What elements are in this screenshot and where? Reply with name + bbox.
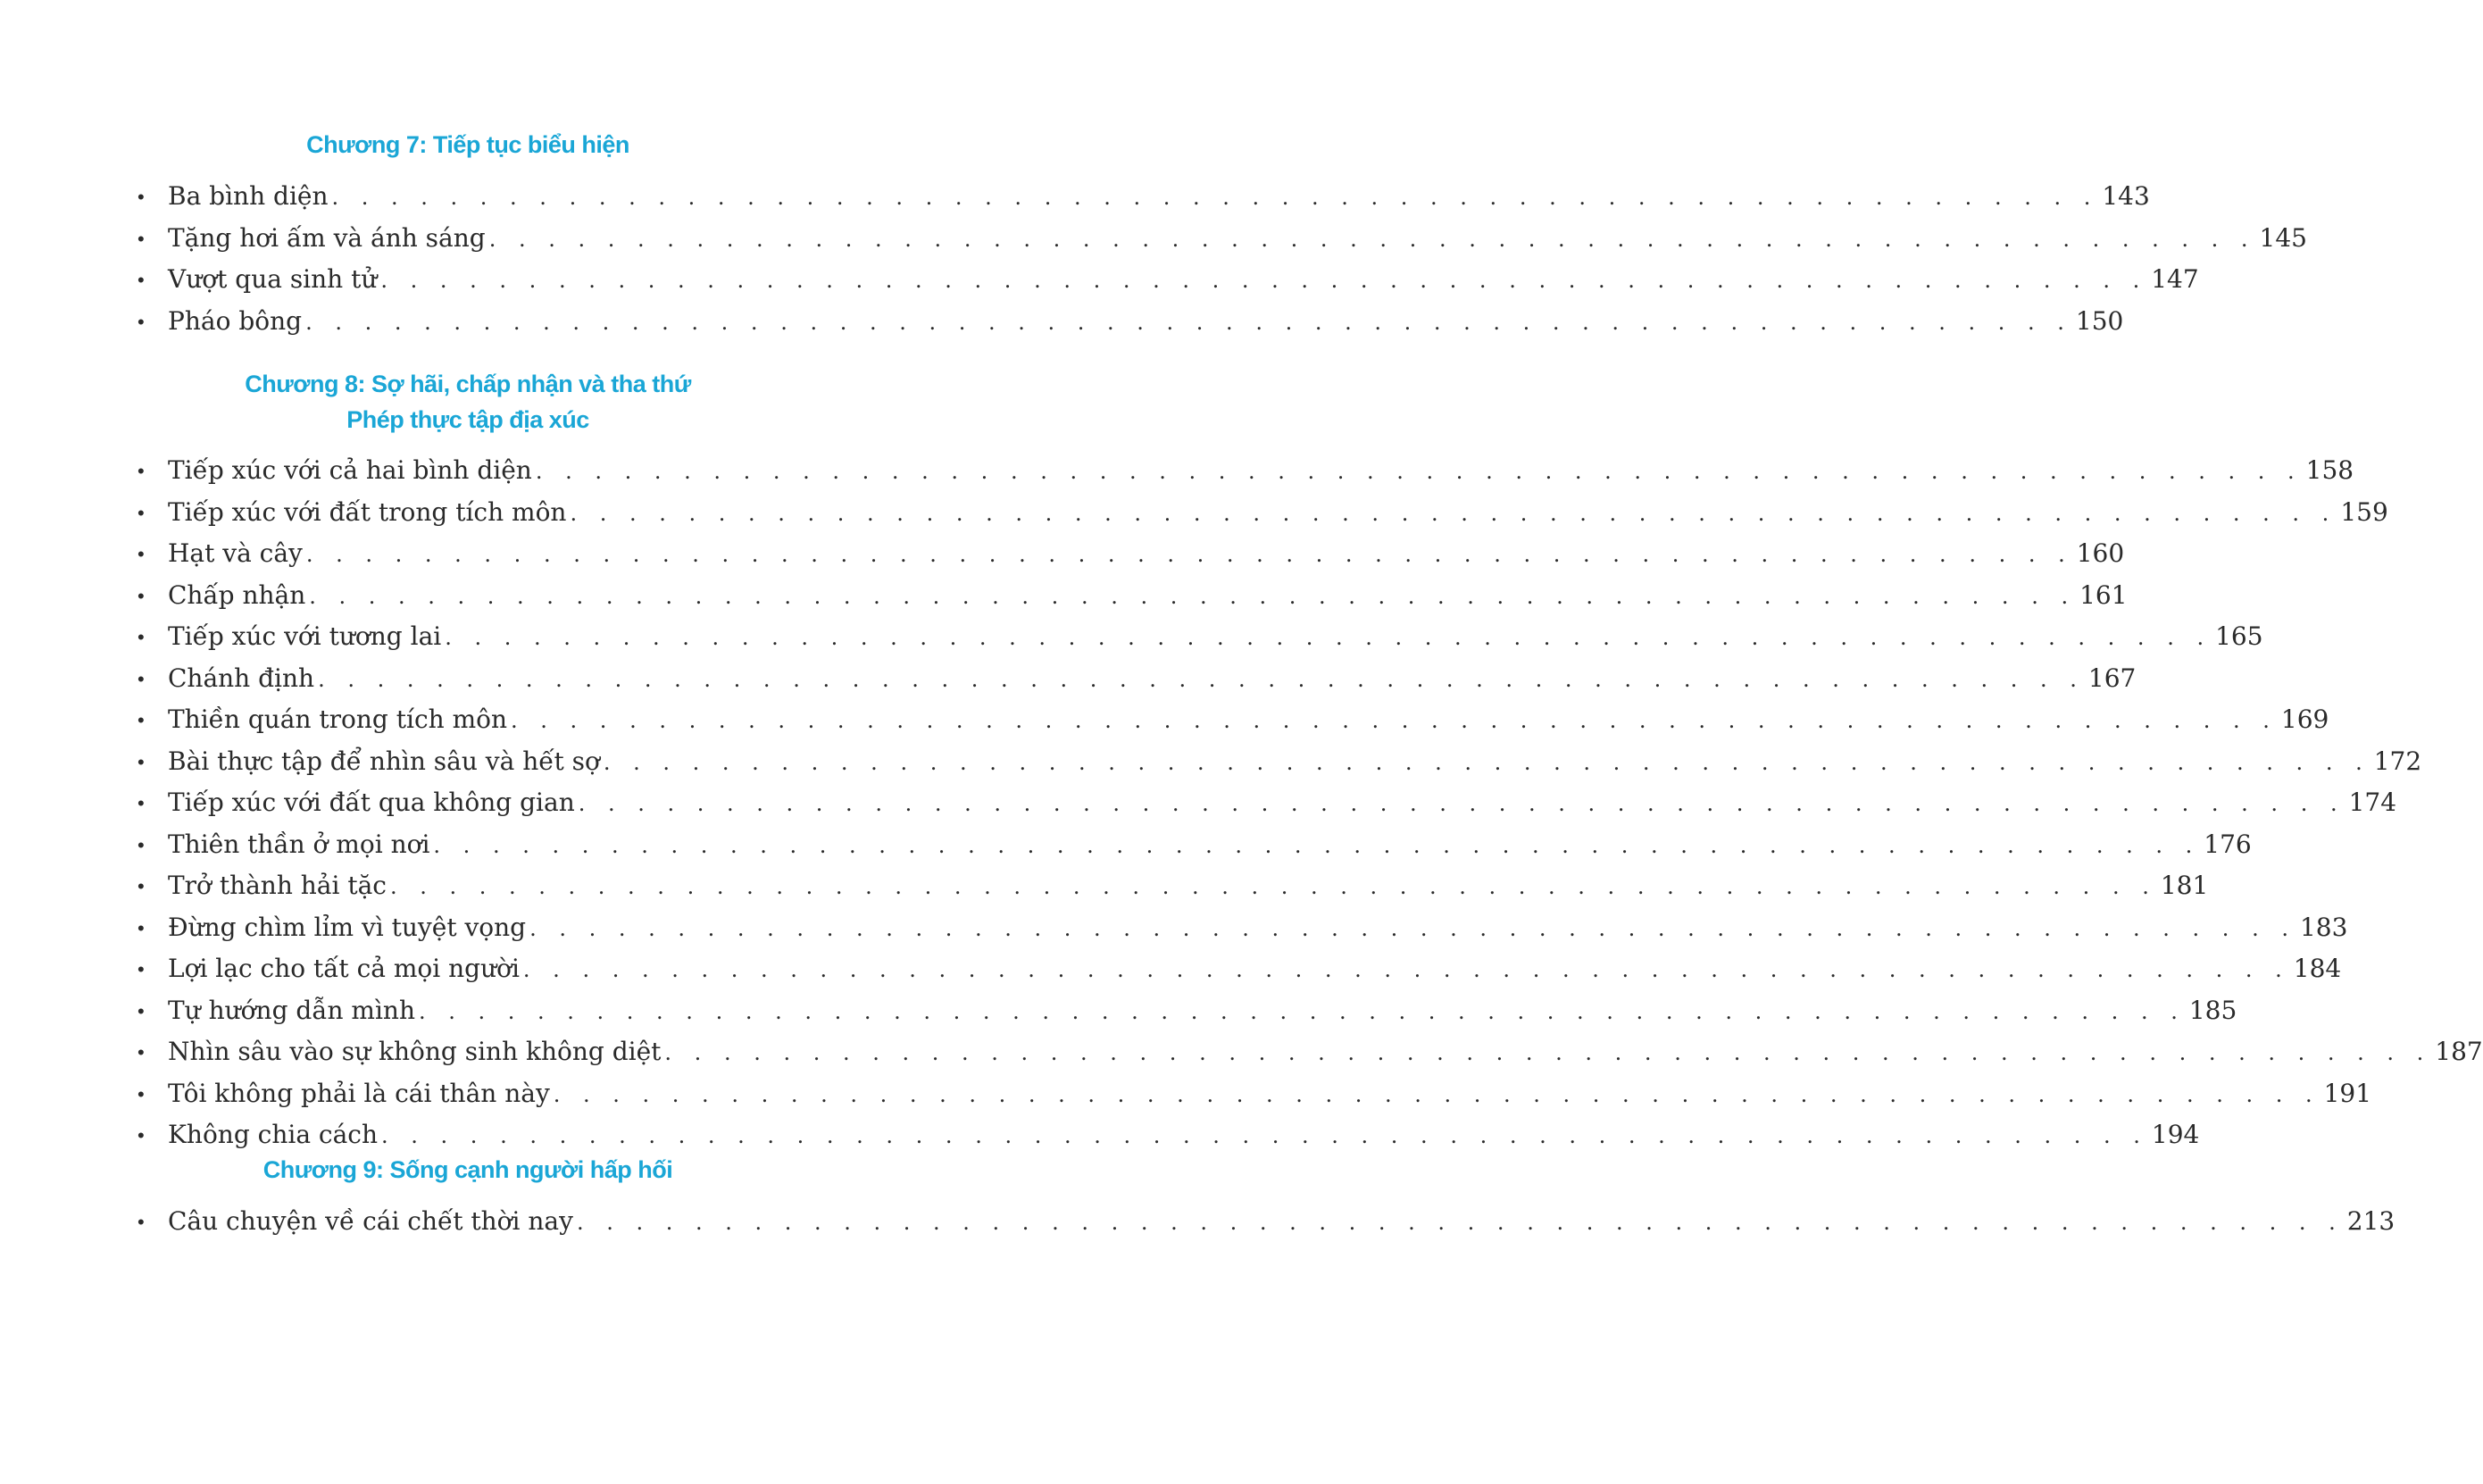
toc-entry-page-number: 147	[2151, 264, 2199, 294]
toc-entry-line	[168, 663, 2137, 696]
toc-entry-line	[168, 953, 2342, 986]
dot-leader: . . . . . . . . . . . . . . . . . . . . . . . . . . . . . . . . . . . . . . . . . . . . . . . . . . . . . . . . . . . .	[522, 957, 2290, 982]
toc-entry[interactable]	[0, 866, 2209, 908]
toc-entry-page-number: 169	[2280, 704, 2329, 734]
toc-entry-page-number: 187	[2435, 1037, 2483, 1066]
toc-entry[interactable]	[0, 1115, 2200, 1157]
toc-entry[interactable]	[0, 451, 2354, 493]
toc-entry-line	[168, 1078, 2372, 1111]
toc-entry-line	[168, 1119, 2200, 1152]
bullet-icon: •	[137, 1082, 145, 1105]
dot-leader: . . . . . . . . . . . . . . . . . . . . . . . . . . . . . . . . . . . . . . . . . . . . . . . . . . . . . . . . . . . .	[511, 708, 2278, 733]
toc-entry[interactable]	[0, 493, 2388, 535]
toc-entry[interactable]	[0, 825, 2252, 867]
dot-leader: . . . . . . . . . . . . . . . . . . . . . . . . . . . . . . . . . . . . . . . . . . . . . . . . . . . . . . . . . . . .	[381, 1123, 2148, 1148]
toc-entry-title: Không chia cách	[168, 1119, 381, 1151]
dot-leader: . . . . . . . . . . . . . . . . . . . . . . . . . . . . . . . . . . . . . . . . . . . . . . . . . . . . . . . . . . . .	[318, 666, 2085, 692]
toc-entry-line	[168, 1036, 2483, 1069]
toc-entry[interactable]	[0, 908, 2348, 950]
bullet-icon: •	[137, 310, 145, 333]
toc-entry-page-number: 158	[2305, 455, 2354, 485]
toc-entry-line	[168, 746, 2422, 779]
toc-entry-title: Tiếp xúc với cả hai bình diện	[168, 454, 536, 487]
toc-entry[interactable]	[0, 177, 2150, 219]
toc-entry-title: Bài thực tập để nhìn sâu và hết sợ	[168, 746, 604, 778]
toc-entry-page-number: 194	[2151, 1120, 2200, 1149]
bullet-icon: •	[137, 1124, 145, 1146]
toc-entry-title: Thiền quán trong tích môn	[168, 704, 511, 736]
toc-entry-page-number: 184	[2293, 954, 2342, 983]
bullet-icon: •	[137, 750, 145, 773]
toc-entry-line	[168, 829, 2252, 862]
toc-entry[interactable]	[0, 949, 2342, 991]
toc-entry-title: Tiếp xúc với đất qua không gian	[168, 787, 579, 819]
toc-entry-line	[168, 263, 2199, 296]
chapter-heading-line: Chương 7: Tiếp tục biểu hiện	[306, 131, 629, 158]
toc-entry-line	[168, 870, 2209, 903]
dot-leader: . . . . . . . . . . . . . . . . . . . . . . . . . . . . . . . . . . . . . . . . . . . . . . . . . . . . . . . . . . . .	[578, 791, 2346, 816]
toc-entry-line	[168, 912, 2348, 945]
bullet-icon: •	[137, 626, 145, 648]
toc-entry[interactable]	[0, 576, 2128, 618]
bullet-icon: •	[137, 269, 145, 291]
bullet-icon: •	[137, 833, 145, 856]
toc-entry[interactable]	[0, 219, 2307, 261]
toc-entry-page-number: 150	[2075, 305, 2124, 336]
bullet-icon: •	[137, 1041, 145, 1063]
toc-entry[interactable]	[0, 302, 2124, 344]
chapter-7-heading	[0, 127, 936, 163]
dot-leader: . . . . . . . . . . . . . . . . . . . . . . . . . . . . . . . . . . . . . . . . . . . . . . . . . . . . . . . . . . . .	[576, 1210, 2344, 1235]
toc-entry-title: Pháo bông	[168, 305, 305, 338]
chapter-heading-line: Chương 9: Sống cạnh người hấp hối	[262, 1156, 673, 1183]
chapter-heading-line: Chương 8: Sợ hãi, chấp nhận và tha thứ	[245, 371, 691, 397]
dot-leader: . . . . . . . . . . . . . . . . . . . . . . . . . . . . . . . . . . . . . . . . . . . . . . . . . . . . . . . . . . . .	[445, 625, 2212, 650]
toc-entry-title: Tiếp xúc với đất trong tích môn	[168, 496, 570, 529]
toc-entry-title: Chánh định	[168, 663, 318, 695]
toc-entry-title: Tự hướng dẫn mình	[168, 995, 419, 1027]
bullet-icon: •	[137, 958, 145, 980]
toc-entry-line	[168, 538, 2125, 571]
toc-entry-title: Tiếp xúc với tương lai	[168, 621, 445, 653]
dot-leader: . . . . . . . . . . . . . . . . . . . . . . . . . . . . . . . . . . . . . . . . . . . . . . . . . . . . . . . . . . . .	[331, 185, 2099, 210]
bullet-icon: •	[137, 667, 145, 690]
toc-entry-page-number: 185	[2188, 995, 2237, 1025]
toc-entry-page-number: 183	[2299, 912, 2348, 942]
toc-entry[interactable]	[0, 1202, 2396, 1244]
chapter-9-heading	[0, 1152, 936, 1188]
toc-entry[interactable]	[0, 1032, 2483, 1074]
toc-entry-title: Hạt và cây	[168, 538, 306, 570]
bullet-icon: •	[137, 916, 145, 939]
toc-entry-line	[168, 180, 2150, 213]
toc-entry-page-number: 143	[2102, 181, 2150, 211]
dot-leader: . . . . . . . . . . . . . . . . . . . . . . . . . . . . . . . . . . . . . . . . . . . . . . . . . . . . . . . . . . . .	[389, 874, 2157, 899]
dot-leader: . . . . . . . . . . . . . . . . . . . . . . . . . . . . . . . . . . . . . . . . . . . . . . . . . . . . . . . . . . . .	[305, 309, 2072, 335]
toc-entry-title: Ba bình diện	[168, 180, 332, 213]
dot-leader: . . . . . . . . . . . . . . . . . . . . . . . . . . . . . . . . . . . . . . . . . . . . . . . . . . . . . . . . . . . .	[570, 500, 2337, 526]
dot-leader: . . . . . . . . . . . . . . . . . . . . . . . . . . . . . . . . . . . . . . . . . . . . . . . . . . . . . . . . . . . .	[309, 583, 2077, 609]
dot-leader: . . . . . . . . . . . . . . . . . . . . . . . . . . . . . . . . . . . . . . . . . . . . . . . . . . . . . . . . . . . .	[380, 268, 2148, 293]
toc-entry-line	[168, 305, 2124, 338]
dot-leader: . . . . . . . . . . . . . . . . . . . . . . . . . . . . . . . . . . . . . . . . . . . . . . . . . . . . . . . . . . . .	[305, 542, 2073, 567]
dot-leader: . . . . . . . . . . . . . . . . . . . . . . . . . . . . . . . . . . . . . . . . . . . . . . . . . . . . . . . . . . . .	[529, 915, 2296, 941]
toc-entry-title: Câu chuyện về cái chết thời nay	[168, 1205, 577, 1238]
toc-entry-line	[168, 704, 2329, 737]
toc-entry-page-number: 213	[2346, 1206, 2396, 1236]
bullet-icon: •	[137, 584, 145, 607]
toc-entry-title: Đừng chìm lỉm vì tuyệt vọng	[168, 912, 529, 944]
bullet-icon: •	[137, 186, 145, 208]
toc-entry-page-number: 165	[2215, 621, 2263, 651]
toc-entry-page-number: 174	[2348, 788, 2397, 817]
dot-leader: . . . . . . . . . . . . . . . . . . . . . . . . . . . . . . . . . . . . . . . . . . . . . . . . . . . . . . . . . . . .	[603, 749, 2371, 775]
chapter-heading-line: Phép thực tập địa xúc	[346, 406, 589, 433]
toc-entry[interactable]	[0, 991, 2237, 1033]
toc-entry-title: Thiên thần ở mọi nơi	[168, 829, 433, 861]
toc-entry[interactable]	[0, 260, 2199, 302]
bullet-icon: •	[137, 999, 145, 1022]
toc-entry[interactable]	[0, 742, 2422, 784]
bullet-icon: •	[137, 543, 145, 565]
bullet-icon: •	[137, 227, 145, 250]
toc-entry-line	[168, 1205, 2396, 1238]
toc-entry-title: Tôi không phải là cái thân này	[168, 1078, 554, 1110]
toc-entry-page-number: 172	[2373, 746, 2422, 776]
bullet-icon: •	[137, 792, 145, 814]
dot-leader: . . . . . . . . . . . . . . . . . . . . . . . . . . . . . . . . . . . . . . . . . . . . . . . . . . . . . . . . . . . .	[433, 832, 2201, 858]
toc-entry[interactable]	[0, 700, 2329, 742]
toc-entry[interactable]	[0, 534, 2125, 576]
toc-entry-title: Nhìn sâu vào sự không sinh không diệt	[168, 1036, 664, 1068]
toc-entry-page-number: 161	[2079, 579, 2128, 610]
toc-entry-title: Trở thành hải tặc	[168, 870, 390, 902]
dot-leader: . . . . . . . . . . . . . . . . . . . . . . . . . . . . . . . . . . . . . . . . . . . . . . . . . . . . . . . . . . . .	[535, 459, 2303, 484]
toc-entry-line	[168, 222, 2307, 255]
chapter-8-entries	[0, 451, 2483, 1157]
bullet-icon: •	[137, 709, 145, 731]
bullet-icon: •	[137, 501, 145, 524]
dot-leader: . . . . . . . . . . . . . . . . . . . . . . . . . . . . . . . . . . . . . . . . . . . . . . . . . . . . . . . . . . . .	[418, 998, 2186, 1024]
dot-leader: . . . . . . . . . . . . . . . . . . . . . . . . . . . . . . . . . . . . . . . . . . . . . . . . . . . . . . . . . . . .	[553, 1081, 2321, 1107]
toc-entry-title: Chấp nhận	[168, 579, 309, 612]
toc-entry-line	[168, 621, 2263, 654]
bullet-icon: •	[137, 460, 145, 482]
toc-entry-page-number: 181	[2160, 871, 2209, 900]
toc-entry[interactable]	[0, 783, 2397, 825]
toc-entry-title: Vượt qua sinh tử	[168, 263, 380, 296]
bullet-icon: •	[137, 875, 145, 897]
toc-entry-line	[168, 454, 2354, 488]
dot-leader: . . . . . . . . . . . . . . . . . . . . . . . . . . . . . . . . . . . . . . . . . . . . . . . . . . . . . . . . . . . .	[664, 1040, 2432, 1065]
toc-entry[interactable]	[0, 1074, 2372, 1116]
toc-entry-line	[168, 496, 2388, 529]
toc-entry[interactable]	[0, 659, 2137, 701]
toc-entry[interactable]	[0, 617, 2263, 659]
chapter-9-entries	[0, 1202, 2396, 1244]
dot-leader: . . . . . . . . . . . . . . . . . . . . . . . . . . . . . . . . . . . . . . . . . . . . . . . . . . . . . . . . . . . .	[488, 226, 2256, 252]
toc-entry-page-number: 159	[2340, 496, 2388, 527]
toc-entry-title: Lợi lạc cho tất cả mọi người	[168, 953, 523, 985]
toc-entry-page-number: 160	[2076, 538, 2125, 568]
toc-entry-line	[168, 787, 2397, 820]
toc-entry-page-number: 191	[2323, 1078, 2372, 1108]
chapter-7-entries	[0, 177, 2307, 343]
toc-entry-page-number: 145	[2259, 222, 2307, 253]
bullet-icon: •	[137, 1211, 145, 1233]
toc-entry-title: Tặng hơi ấm và ánh sáng	[168, 222, 489, 254]
toc-entry-line	[168, 995, 2237, 1028]
chapter-8-heading	[0, 366, 936, 438]
toc-entry-page-number: 167	[2087, 663, 2137, 693]
toc-entry-page-number: 176	[2204, 829, 2252, 859]
toc-entry-line	[168, 579, 2128, 613]
